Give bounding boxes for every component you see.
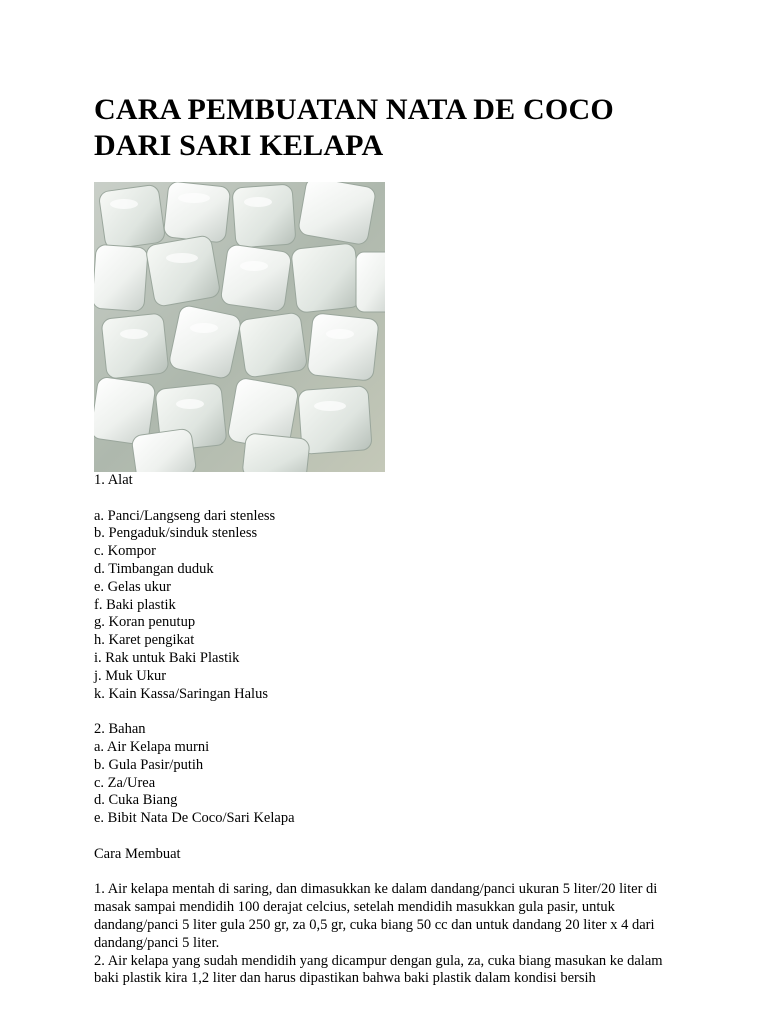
list-item: a. Air Kelapa murni [94, 738, 210, 755]
list-item: e. Gelas ukur [94, 578, 171, 595]
section-heading-ingredients: 2. Bahan [94, 721, 146, 738]
method-step-1: 1. Air kelapa mentah di saring, dan dimasukkan ke dalam dandang/panci ukuran 5 liter/20 liter di masak sampai mendidih 100 derajat celcius, setelah mendidih masukkan gula pasir, untuk dandang/panci 5 liter gula 250 gr, za 0,5 gr, cuka biang 50 cc dan untuk dandang 20 liter x 4 dari dandang/panci 5 liter. [94, 881, 658, 951]
list-item: d. Cuka Biang [94, 792, 178, 809]
method-step-2: 2. Air kelapa yang sudah mendidih yang dicampur dengan gula, za, cuka biang masukan ke dalam baki plastik kira 1,2 liter dan harus dipastikan bahwa baki plastik dalam kondisi bersih [94, 952, 663, 987]
list-item: i. Rak untuk Baki Plastik [94, 649, 240, 666]
list-item: c. Kompor [94, 543, 157, 560]
list-item: h. Karet pengikat [94, 632, 195, 649]
list-item: a. Panci/Langseng dari stenless [94, 507, 276, 524]
list-item: d. Timbangan duduk [94, 560, 214, 577]
list-item: e. Bibit Nata De Coco/Sari Kelapa [94, 810, 295, 827]
list-item: b. Pengaduk/sinduk stenless [94, 525, 258, 542]
list-item: k. Kain Kassa/Saringan Halus [94, 685, 268, 702]
title-line-1: CARA PEMBUATAN NATA DE COCO [94, 93, 614, 126]
document-body [94, 472, 694, 988]
section-heading-tools: 1. Alat [94, 472, 133, 488]
list-item: j. Muk Ukur [94, 667, 167, 684]
list-item: b. Gula Pasir/putih [94, 756, 204, 773]
document-title [94, 92, 694, 164]
list-item: c. Za/Urea [94, 774, 156, 791]
list-item: g. Koran penutup [94, 614, 196, 631]
list-item: f. Baki plastik [94, 596, 176, 613]
section-heading-method: Cara Membuat [94, 845, 181, 862]
nata-de-coco-photo [94, 182, 385, 472]
title-line-2: DARI SARI KELAPA [94, 129, 384, 162]
